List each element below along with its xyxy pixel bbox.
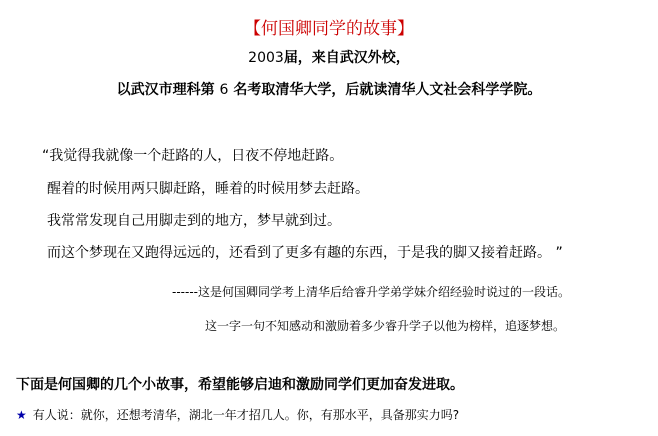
story-text: 有人说：就你，还想考清华，湖北一年才招几人。你，有那水平，具备那实力吗? [32, 408, 460, 422]
subtitle-line-2-pre: 以武汉市理科第 [116, 82, 215, 98]
attribution-line-2: 这一字一句不知感动和激励着多少睿升学子以他为榜样，追逐梦想。 [205, 319, 566, 333]
quote-line-3: 我常常发现自己用脚走到的地方，梦早就到过。 [47, 213, 341, 229]
stories-intro: 下面是何国卿的几个小故事，希望能够启迪和激励同学们更加奋发进取。 [16, 377, 464, 393]
subtitle-line-2-post: 名考取清华大学，后就读清华人文社会科学学院。 [233, 82, 542, 98]
graduation-year: 2003 [248, 50, 284, 66]
subtitle-line-1 [0, 47, 658, 67]
star-bullet-icon: ★ [16, 408, 27, 422]
story-item [16, 406, 459, 423]
article-title: 【何国卿同学的故事】 [244, 19, 414, 39]
attribution-line-1: ------这是何国卿同学考上清华后给睿升学弟学妹介绍经验时说过的一段话。 [172, 285, 570, 299]
rank-number: 6 [219, 82, 229, 98]
subtitle-line-2 [0, 79, 658, 99]
quote-line-1: “我觉得我就像一个赶路的人，日夜不停地赶路。 [42, 148, 344, 164]
quote-line-2: 醒着的时候用两只脚赶路，睡着的时候用梦去赶路。 [47, 181, 369, 197]
quote-line-4: 而这个梦现在又跑得远远的，还看到了更多有趣的东西，于是我的脚又接着赶路。 ” [47, 245, 563, 261]
subtitle-line-1-text: 届，来自武汉外校， [283, 50, 410, 66]
